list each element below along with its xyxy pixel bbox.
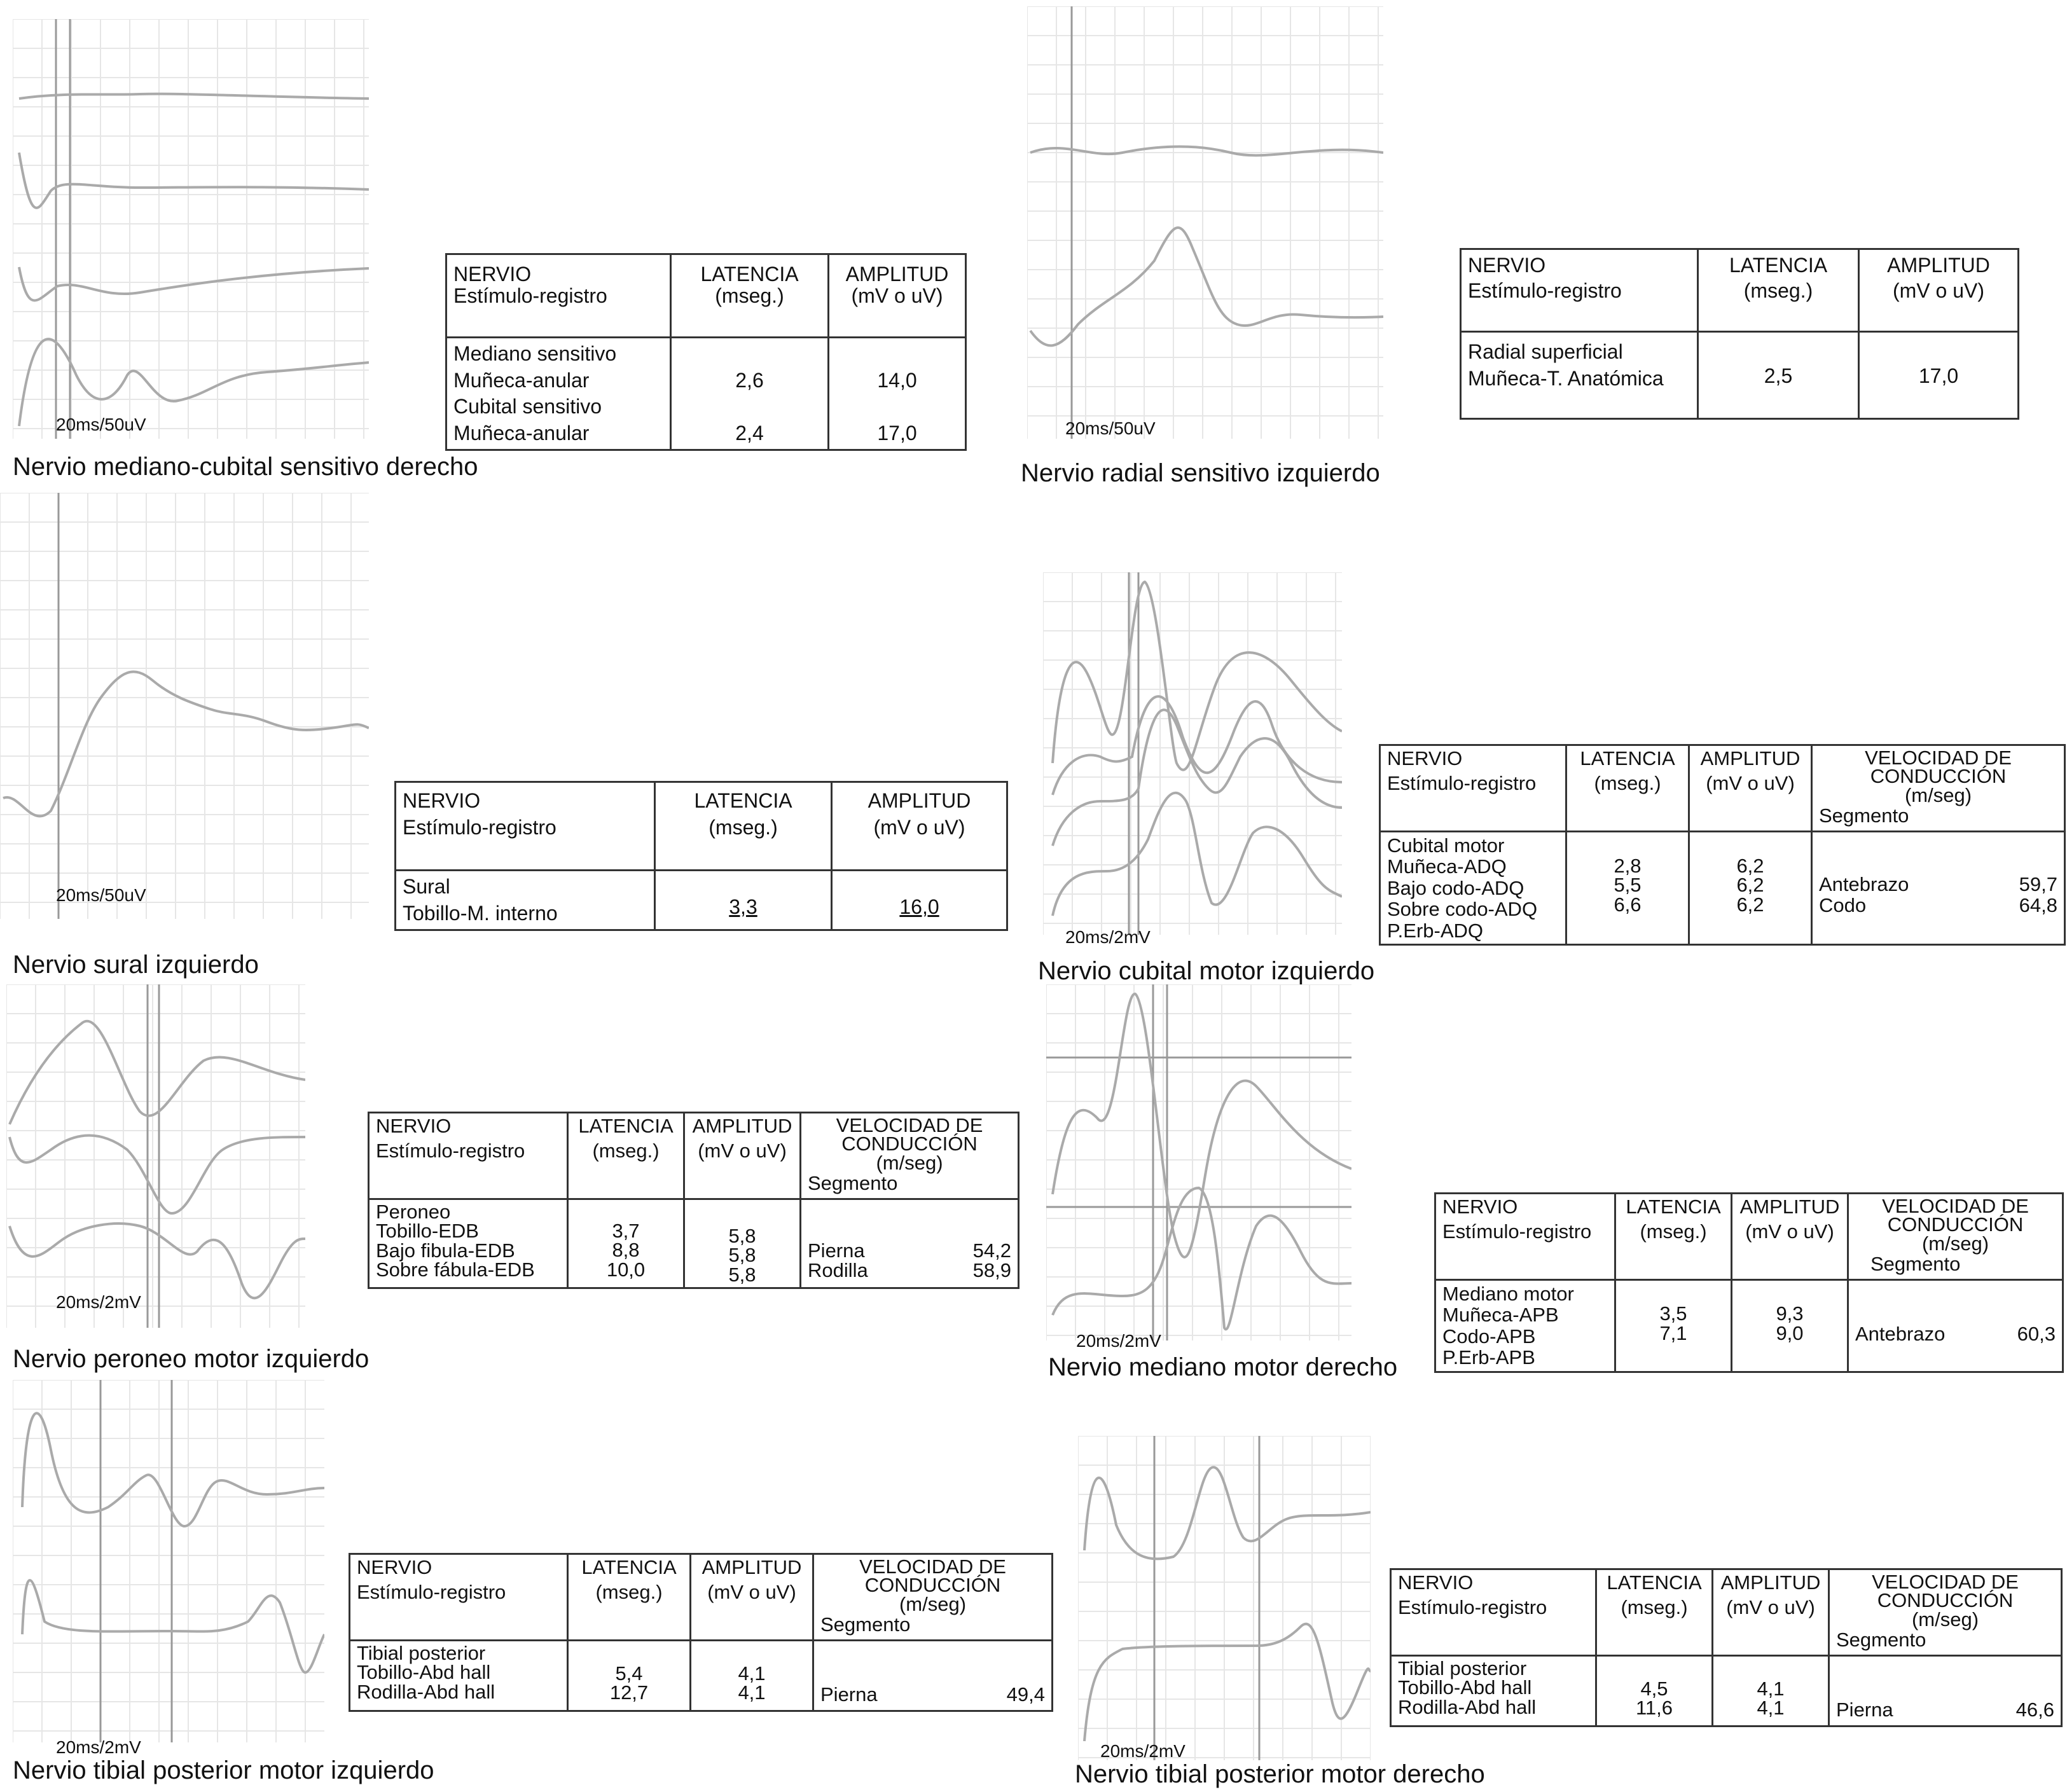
header-nervio: NERVIO Estímulo-registro bbox=[446, 254, 671, 338]
header-latencia: LATENCIA (mseg.) bbox=[671, 254, 829, 338]
scale-label: 20ms/50uV bbox=[56, 415, 146, 434]
segment-values: Antebrazo 60,3 bbox=[1848, 1280, 2063, 1372]
segment-values: Antebrazo 59,7 Codo 64,8 bbox=[1812, 832, 2065, 945]
header-latencia: LATENCIA (mseg.) bbox=[1596, 1569, 1713, 1656]
caption: Nervio peroneo motor izquierdo bbox=[13, 1345, 370, 1373]
trace-peroneo bbox=[6, 984, 305, 1328]
amplitude-values: 4,1 4,1 bbox=[1713, 1656, 1829, 1727]
amplitude-values: 16,0 bbox=[832, 871, 1007, 930]
nerve-rows: Mediano motor Muñeca-APB Codo-APB P.Erb-APB bbox=[1435, 1280, 1615, 1372]
header-amplitud: AMPLITUD (mV o uV) bbox=[832, 782, 1007, 871]
header-amplitud: AMPLITUD (mV o uV) bbox=[691, 1554, 813, 1641]
caption: Nervio radial sensitivo izquierdo bbox=[1021, 459, 1380, 487]
header-amplitud: AMPLITUD (mV o uV) bbox=[1732, 1194, 1848, 1280]
header-amplitud: AMPLITUD (mV o uV) bbox=[829, 254, 966, 338]
header-amplitud: AMPLITUD (mV o uV) bbox=[1859, 249, 2019, 332]
header-latencia: LATENCIA (mseg.) bbox=[568, 1113, 684, 1199]
segment-label: Segmento bbox=[808, 1172, 898, 1195]
scale-label: 20ms/2mV bbox=[1076, 1331, 1161, 1351]
amplitude-values: 5,8 5,8 5,8 bbox=[684, 1199, 801, 1288]
table-peroneo bbox=[368, 1112, 1020, 1289]
header-latencia: LATENCIA (mseg.) bbox=[1698, 249, 1859, 332]
amplitude-values: 17,0 bbox=[1859, 332, 2019, 419]
latency-values: 2,8 5,5 6,6 bbox=[1566, 832, 1689, 945]
header-latencia: LATENCIA (mseg.) bbox=[655, 782, 832, 871]
trace-mediano-motor bbox=[1046, 984, 1352, 1341]
nerve-rows: Radial superficial Muñeca-T. Anatómica bbox=[1461, 332, 1698, 419]
header-velocidad: VELOCIDAD DE CONDUCCIÓN (m/seg) Segmento bbox=[1848, 1194, 2063, 1280]
caption: Nervio cubital motor izquierdo bbox=[1038, 957, 1375, 985]
table-tibial-izq bbox=[349, 1553, 1053, 1712]
header-latencia: LATENCIA (mseg.) bbox=[1566, 745, 1689, 832]
header-nervio: NERVIO Estímulo-registro bbox=[396, 782, 655, 871]
amplitude-values: 4,1 4,1 bbox=[691, 1641, 813, 1711]
latency-values: 3,3 bbox=[655, 871, 832, 930]
scale-label: 20ms/2mV bbox=[1100, 1741, 1186, 1761]
header-amplitud: AMPLITUD (mV o uV) bbox=[684, 1113, 801, 1199]
header-amplitud: AMPLITUD (mV o uV) bbox=[1713, 1569, 1829, 1656]
caption: Nervio mediano motor derecho bbox=[1048, 1353, 1398, 1381]
nerve-rows: Sural Tobillo-M. interno bbox=[396, 871, 655, 930]
caption: Nervio tibial posterior motor derecho bbox=[1075, 1760, 1485, 1788]
nerve-rows: Tibial posterior Tobillo-Abd hall Rodilla-Abd hall bbox=[350, 1641, 568, 1711]
segment-label: Segmento bbox=[1836, 1629, 1926, 1651]
scale-label: 20ms/2mV bbox=[56, 1737, 141, 1757]
amplitude-values: 9,3 9,0 bbox=[1732, 1280, 1848, 1372]
scale-label: 20ms/2mV bbox=[1065, 927, 1151, 947]
trace-tibial-izq bbox=[13, 1380, 324, 1742]
amplitude-values: 6,2 6,2 6,2 bbox=[1689, 832, 1812, 945]
header-velocidad: VELOCIDAD DE CONDUCCIÓN (m/seg) Segmento bbox=[1829, 1569, 2062, 1656]
caption: Nervio mediano-cubital sensitivo derecho bbox=[13, 453, 478, 481]
scale-label: 20ms/50uV bbox=[56, 885, 146, 905]
trace-cubital-motor bbox=[1043, 572, 1342, 935]
header-nervio: NERVIO Estímulo-registro bbox=[1435, 1194, 1615, 1280]
segment-values: Pierna 49,4 bbox=[813, 1641, 1053, 1711]
table-mediano-motor bbox=[1434, 1192, 2064, 1373]
nerve-rows: Peroneo Tobillo-EDB Bajo fibula-EDB Sobre fábula-EDB bbox=[369, 1199, 568, 1288]
trace-mediano-cubital bbox=[13, 19, 369, 439]
table-mediano-cubital bbox=[445, 253, 967, 451]
header-latencia: LATENCIA (mseg.) bbox=[568, 1554, 691, 1641]
trace-sural bbox=[0, 493, 369, 919]
scale-label: 20ms/2mV bbox=[56, 1292, 141, 1312]
segment-values: Pierna 46,6 bbox=[1829, 1656, 2062, 1727]
nerve-rows: Cubital motor Muñeca-ADQ Bajo codo-ADQ Sobre codo-ADQ P.Erb-ADQ bbox=[1380, 832, 1566, 945]
latency-values: 4,5 11,6 bbox=[1596, 1656, 1713, 1727]
header-nervio: NERVIO Estímulo-registro bbox=[350, 1554, 568, 1641]
table-sural bbox=[394, 781, 1008, 931]
caption: Nervio tibial posterior motor izquierdo bbox=[13, 1756, 434, 1784]
trace-tibial-der bbox=[1078, 1436, 1371, 1760]
amplitude-values: 14,0 17,0 bbox=[829, 338, 966, 450]
header-latencia: LATENCIA (mseg.) bbox=[1615, 1194, 1732, 1280]
table-cubital-motor bbox=[1379, 744, 2066, 946]
segment-label: Segmento bbox=[1870, 1253, 1961, 1276]
segment-label: Segmento bbox=[1819, 804, 1909, 827]
header-velocidad: VELOCIDAD DE CONDUCCIÓN (m/seg) Segmento bbox=[801, 1113, 1019, 1199]
segment-values: Pierna 54,2 Rodilla 58,9 bbox=[801, 1199, 1019, 1288]
nerve-rows: Tibial posterior Tobillo-Abd hall Rodilla-Abd hall bbox=[1391, 1656, 1596, 1727]
header-nervio: NERVIO Estímulo-registro bbox=[369, 1113, 568, 1199]
latency-values: 3,5 7,1 bbox=[1615, 1280, 1732, 1372]
latency-values: 2,6 2,4 bbox=[671, 338, 829, 450]
header-velocidad: VELOCIDAD DE CONDUCCIÓN (m/seg) Segmento bbox=[813, 1554, 1053, 1641]
caption: Nervio sural izquierdo bbox=[13, 951, 259, 979]
latency-values: 3,7 8,8 10,0 bbox=[568, 1199, 684, 1288]
latency-values: 2,5 bbox=[1698, 332, 1859, 419]
header-nervio: NERVIO Estímulo-registro bbox=[1461, 249, 1698, 332]
segment-label: Segmento bbox=[820, 1613, 911, 1636]
header-amplitud: AMPLITUD (mV o uV) bbox=[1689, 745, 1812, 832]
table-tibial-der bbox=[1390, 1568, 2063, 1727]
header-velocidad: VELOCIDAD DE CONDUCCIÓN (m/seg) Segmento bbox=[1812, 745, 2065, 832]
header-nervio: NERVIO Estímulo-registro bbox=[1380, 745, 1566, 832]
nerve-rows: Mediano sensitivo Muñeca-anular Cubital sensitivo Muñeca-anular bbox=[446, 338, 671, 450]
latency-values: 5,4 12,7 bbox=[568, 1641, 691, 1711]
header-nervio: NERVIO Estímulo-registro bbox=[1391, 1569, 1596, 1656]
table-radial bbox=[1460, 248, 2019, 420]
scale-label: 20ms/50uV bbox=[1065, 418, 1156, 438]
trace-radial bbox=[1027, 6, 1383, 439]
